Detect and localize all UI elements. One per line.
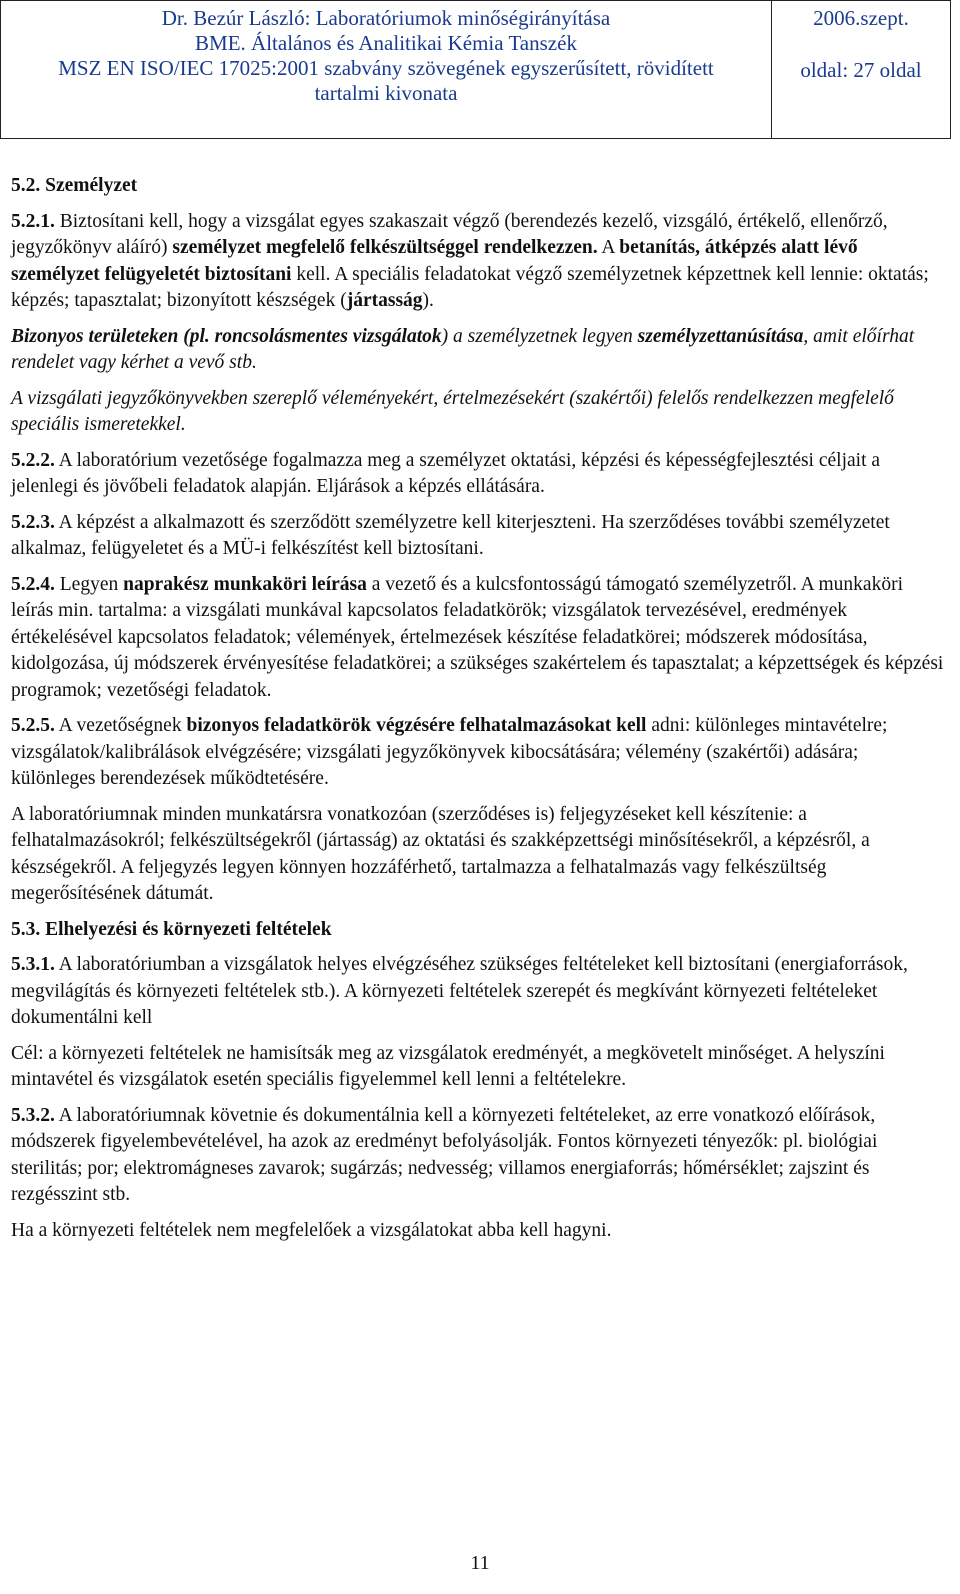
- clause-number: 5.2.5.: [11, 715, 55, 736]
- bold-italic-run: pl. roncsolásmentes vizsgálatok: [189, 325, 442, 347]
- paragraph-5-3-2: [11, 1103, 947, 1209]
- header-department: BME. Általános és Analitikai Kémia Tanszék: [195, 31, 577, 55]
- clause-number: 5.2.1.: [11, 210, 55, 232]
- bold-run: személyzet megfelelő felkészültséggel rendelkezzen.: [172, 237, 598, 258]
- italic-run: A vizsgálati jegyzőkönyvekben szereplő véleményekért, értelmezésekért (szakértői) felelős rendelkezzen megfelelő speciális ismeretekkel.: [11, 387, 894, 435]
- text-run: Biztosítani kell, hogy a vizsgálat egyes szakaszait végző (berendezés kezelő, vizsgáló, értékelő, ellenőrző, jegyzőkönyv aláíró): [11, 210, 888, 258]
- header-standard: MSZ EN ISO/IEC 17025:2001 szabvány szövegének egyszerűsített, rövidített: [58, 56, 714, 80]
- header-page-count: oldal: 27 oldal: [800, 58, 922, 82]
- text-run: Cél: a környezeti feltételek ne hamisítsák meg az vizsgálatok eredményét, a megkövetelt minőséget. A helyszíni mintavétel és vizsgálatok esetén speciális figyelemmel kell lenni a feltételekre.: [11, 1042, 885, 1090]
- bold-italic-run: személyzettanúsítása: [637, 325, 804, 347]
- bold-run: jártasság: [346, 290, 423, 311]
- text-run: Legyen: [54, 573, 124, 595]
- paragraph-5-2-3: [11, 510, 947, 563]
- text-run: A laboratóriumnak minden munkatársra vonatkozóan (szerződéses is) feljegyzéseket kell készítenie: a felhatalmazásokról; felkészültségekről (jártasság) az oktatási és szakképzettségi minősítésekről, a képzésről, a készségekről. A feljegyzés legyen könnyen hozzáférhető, tartalmazza a felhatalmazás vagy felkészültség megerősítésének dátumát.: [11, 803, 870, 904]
- clause-number: 5.2.3.: [11, 511, 55, 533]
- bold-run: naprakész munkaköri leírása: [123, 573, 367, 595]
- document-body: [11, 173, 947, 1253]
- clause-number: 5.2.4.: [11, 573, 55, 595]
- text-run: A képzést a alkalmazott és szerződött személyzetre kell kiterjeszteni. Ha szerződéses további személyzetet alkalmaz, felügyeletet és a MÜ-i felkészítést kell biztosítani.: [11, 511, 890, 559]
- bold-run: betanítás, átképzés alatt lévő személyzet felügyeletét biztosítani: [11, 237, 858, 285]
- header-title-block: [1, 1, 772, 138]
- clause-number: 5.3.1.: [11, 954, 55, 975]
- paragraph-records: [11, 802, 947, 908]
- clause-number: 5.3.2.: [11, 1104, 55, 1126]
- text-run: a vezető és a kulcsfontosságú támogató személyzetről. A munkaköri leírás min. tartalma: a vizsgálati munkával kapcsolatos feladatkörök; vizsgálatok tervezésével, eredmények értékelésével kapcsolatos feladatok; vélemények, értelmezések készítése feladatkörei; módszerek módosítása, kidolgozása, új módszerek érvényesítése feladatkörei; a szükséges szakértelem és tapasztalat; a képzettségek és képzési programok; vezetőségi feladatok.: [11, 573, 944, 701]
- paragraph-certification: [11, 324, 947, 377]
- paragraph-goal: [11, 1041, 947, 1094]
- text-run: A laboratórium vezetősége fogalmazza meg a személyzet oktatási, képzési és képességfejlesztési céljait a jelenlegi és jövőbeli feladatok alapján. Eljárások a képzés ellátására.: [11, 449, 881, 497]
- paragraph-5-2-1: [11, 209, 947, 315]
- text-run: A: [597, 237, 620, 258]
- text-run: A laboratóriumnak követnie és dokumentálnia kell a környezeti feltételeket, az erre vonatkozó előírások, módszerek figyelembevételével, ha azok az eredményt befolyásolják. Fontos környezeti tényezők: pl. biológiai sterilitás; por; elektromágneses zavarok; sugárzás; nedvesség; villamos energiaforrás; hőmérséklet; zajszint és rezgésszint stb.: [11, 1104, 878, 1205]
- paragraph-5-2-4: [11, 572, 947, 705]
- text-run: Ha a környezeti feltételek nem megfelelőek a vizsgálatokat abba kell hagyni.: [11, 1219, 612, 1241]
- text-run: adni: különleges mintavételre; vizsgálatok/kalibrálások elvégzésére; vizsgálati jegyzőkönyvek kibocsátására; vélemény (szakértői) adására; különleges berendezések működtetésére.: [11, 715, 888, 789]
- paragraph-stop-condition: [11, 1218, 947, 1245]
- clause-number: 5.2.2.: [11, 449, 55, 471]
- paragraph-5-2-2: [11, 448, 947, 501]
- paragraph-expert-opinion: [11, 386, 947, 439]
- paragraph-5-3-1: [11, 952, 947, 1032]
- text-run: ).: [422, 290, 434, 311]
- bold-italic-run: Bizonyos területeken (: [11, 325, 190, 347]
- text-run: A vezetőségnek: [54, 715, 187, 736]
- header-standard-cont: tartalmi kivonata: [314, 81, 458, 105]
- paragraph-5-2-5: [11, 713, 947, 793]
- text-run: kell. A speciális feladatokat végző személyzetnek képzettnek kell lennie: oktatás; képzés; tapasztalat; bizonyított készségek (: [11, 263, 929, 311]
- header-author-title: Dr. Bezúr László: Laboratóriumok minőségirányítása: [161, 6, 611, 30]
- bold-run: bizonyos feladatkörök végzésére felhatalmazásokat kell: [186, 715, 647, 736]
- italic-run: , amit előírhat rendelet vagy kérhet a vevő stb.: [11, 325, 915, 373]
- header-date: 2006.szept.: [813, 6, 909, 30]
- section-heading-5-2: 5.2. Személyzet: [11, 175, 138, 196]
- section-heading-5-3: 5.3. Elhelyezési és környezeti feltételek: [11, 918, 332, 940]
- page-number: 11: [470, 1552, 490, 1574]
- document-header: [0, 0, 951, 139]
- italic-run: ) a személyzetnek legyen: [441, 325, 638, 347]
- header-meta-block: [772, 1, 950, 138]
- text-run: A laboratóriumban a vizsgálatok helyes elvégzéséhez szükséges feltételeket kell biztosítani (energiaforrások, megvilágítás és környezeti feltételek stb.). A környezeti feltételek szerepét és megkívánt környezeti feltételeket dokumentálni kell: [11, 954, 908, 1028]
